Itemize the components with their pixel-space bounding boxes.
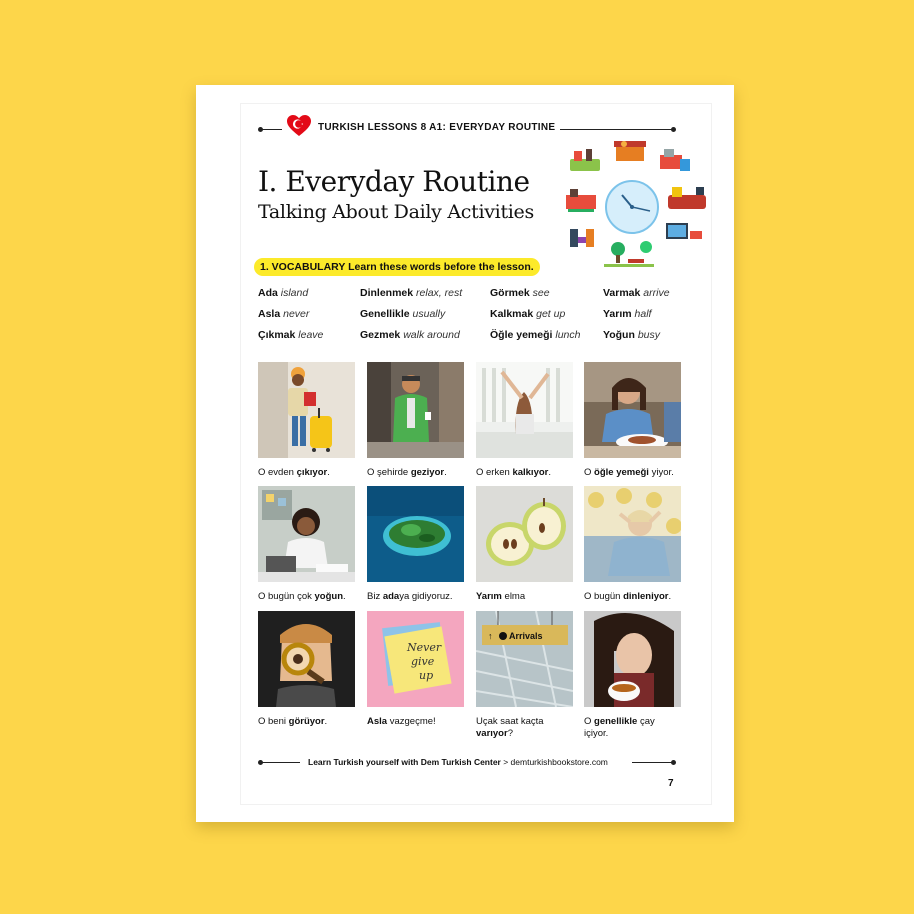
half-apple-photo — [476, 486, 573, 582]
boy-with-magnifying-glass-photo — [258, 611, 355, 707]
vocab-meaning: leave — [298, 329, 324, 341]
footer-text: Learn Turkish yourself with Dem Turkish Center > demturkishbookstore.com — [308, 757, 608, 767]
vocab-entry — [360, 285, 462, 306]
vocab-word: Çıkmak — [258, 329, 296, 341]
vocab-entry — [490, 306, 580, 327]
picture-card — [258, 486, 355, 603]
vocab-entry — [258, 327, 323, 348]
woman-drinking-tea-photo — [584, 611, 681, 707]
stressed-woman-at-desk-photo — [258, 486, 355, 582]
vocab-word: Yarım — [603, 308, 632, 320]
vocab-column-2 — [360, 285, 462, 348]
island-aerial-photo — [367, 486, 464, 582]
page-subtitle: Talking About Daily Activities — [258, 201, 534, 223]
picture-caption: Asla vazgeçme! — [367, 716, 436, 727]
never-give-up-sticky-note-photo — [367, 611, 464, 707]
page-number: 7 — [668, 778, 674, 789]
vocab-word: Varmak — [603, 287, 641, 299]
picture-card — [258, 362, 355, 479]
picture-card — [476, 611, 573, 740]
picture-card — [367, 486, 464, 603]
vocab-meaning: busy — [637, 329, 660, 341]
header-rule-right — [560, 129, 674, 130]
vocab-word: Kalkmak — [490, 308, 534, 320]
vocabulary-banner: 1. VOCABULARY Learn these words before the lesson. — [254, 258, 540, 276]
vocab-column-3 — [490, 285, 580, 348]
footer-rule-right — [632, 762, 674, 763]
sticky-note-line-2: give — [411, 655, 435, 668]
woman-stretching-in-bed-photo — [476, 362, 573, 458]
vocab-entry — [490, 327, 580, 348]
picture-caption: O bugün dinleniyor. — [584, 591, 672, 602]
vocab-meaning: arrive — [643, 287, 670, 299]
sticky-note-line-3: up — [419, 669, 434, 682]
picture-caption: O erken kalkıyor. — [476, 467, 551, 478]
vocab-meaning: get up — [536, 308, 566, 320]
worksheet-page — [196, 85, 734, 822]
picture-caption: O evden çıkıyor. — [258, 467, 330, 478]
traveler-with-suitcase-photo — [258, 362, 355, 458]
picture-caption: O şehirde geziyor. — [367, 467, 447, 478]
vocab-entry — [603, 306, 670, 327]
footer-rule-left — [260, 762, 300, 763]
vocab-column-1 — [258, 285, 323, 348]
woman-eating-lunch-photo — [584, 362, 681, 458]
vocab-entry — [360, 306, 462, 327]
picture-card — [476, 362, 573, 479]
daily-routine-clock-illustration — [564, 137, 724, 277]
picture-card — [584, 362, 681, 479]
picture-card — [584, 486, 681, 603]
man-walking-in-city-photo — [367, 362, 464, 458]
svg-text:↑: ↑ — [488, 631, 493, 641]
vocab-entry — [603, 285, 670, 306]
header-rule-left — [260, 129, 282, 130]
vocab-meaning: walk around — [403, 329, 460, 341]
airport-arrivals-sign-photo — [476, 611, 573, 707]
picture-card — [476, 486, 573, 603]
vocab-meaning: lunch — [555, 329, 581, 341]
vocab-entry — [603, 327, 670, 348]
picture-card — [367, 611, 464, 728]
picture-card — [584, 611, 681, 740]
picture-card — [367, 362, 464, 479]
vocab-entry — [490, 285, 580, 306]
vocab-word: Ada — [258, 287, 278, 299]
vocab-meaning: island — [280, 287, 309, 299]
picture-caption: Uçak saat kaçta varıyor? — [476, 716, 544, 739]
vocab-meaning: relax, rest — [416, 287, 463, 299]
picture-caption: O beni görüyor. — [258, 716, 328, 727]
vocab-word: Öğle yemeği — [490, 329, 553, 341]
picture-card — [258, 611, 355, 728]
vocab-entry — [258, 306, 323, 327]
header-title: TURKISH LESSONS 8 A1: EVERYDAY ROUTINE — [318, 122, 556, 133]
vocab-column-4 — [603, 285, 670, 348]
vocab-entry — [258, 285, 323, 306]
vocab-entry — [360, 327, 462, 348]
vocab-meaning: see — [532, 287, 550, 299]
vocab-word: Yoğun — [603, 329, 635, 341]
sticky-note-line-1: Never — [407, 641, 442, 654]
vocab-meaning: usually — [412, 308, 446, 320]
picture-caption: O öğle yemeği yiyor. — [584, 467, 674, 478]
vocab-word: Asla — [258, 308, 281, 320]
vocab-word: Dinlenmek — [360, 287, 414, 299]
turkey-heart-flag-icon — [286, 113, 312, 139]
page-title: I. Everyday Routine — [258, 165, 530, 198]
woman-relaxing-on-sofa-photo — [584, 486, 681, 582]
vocab-word: Görmek — [490, 287, 530, 299]
picture-caption: Biz adaya gidiyoruz. — [367, 591, 453, 602]
vocab-meaning: half — [634, 308, 652, 320]
vocab-word: Genellikle — [360, 308, 410, 320]
picture-caption: O genellikle çay içiyor. — [584, 716, 655, 739]
picture-caption: Yarım elma — [476, 591, 526, 602]
vocab-meaning: never — [283, 308, 310, 320]
arrivals-sign-text: Arrivals — [509, 631, 543, 641]
vocab-word: Gezmek — [360, 329, 401, 341]
picture-caption: O bugün çok yoğun. — [258, 591, 346, 602]
